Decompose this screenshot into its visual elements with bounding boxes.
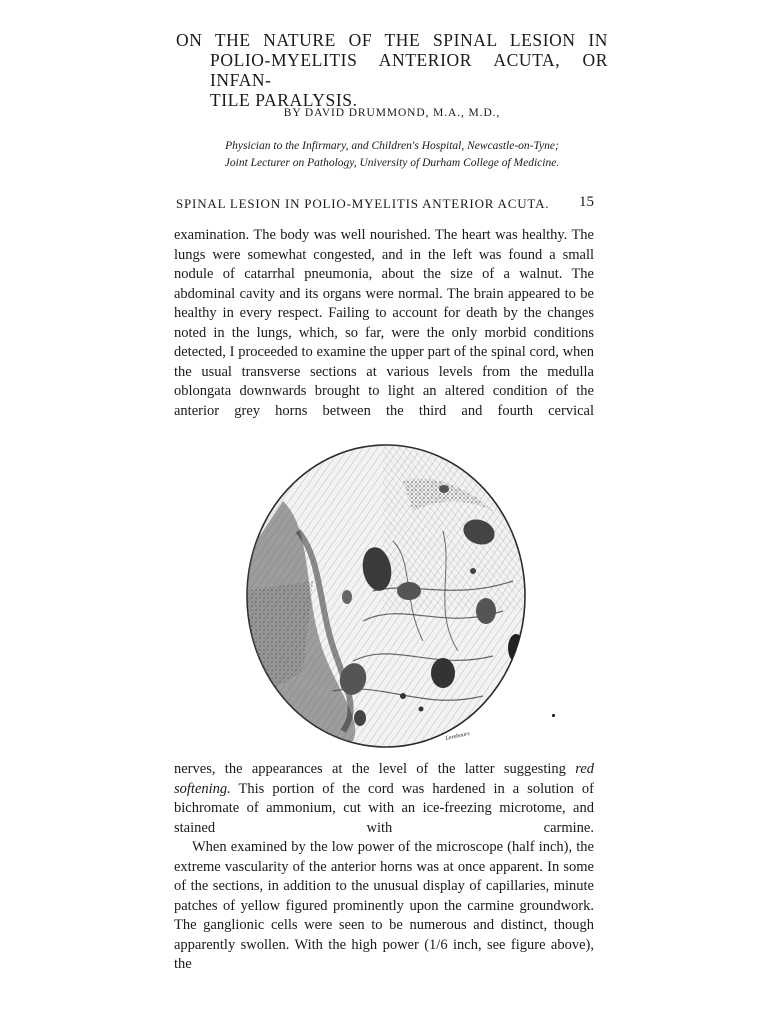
running-head [176, 196, 594, 212]
page-number: 15 [579, 194, 594, 210]
body-text-upper [174, 226, 594, 421]
author-byline: BY DAVID DRUMMOND, M.A., M.D., [283, 107, 501, 119]
microscope-figure [243, 441, 529, 749]
body-text-lower [174, 760, 594, 975]
paragraph-lower-2: When examined by the low power of the microscope (half inch), the extreme vascularity of the anterior horns was at once apparent. In some of the sections, in addition to the unusual display of capillaries, minute patches of yellow figured prominently upon the carmine groundwork. The ganglionic cells were seen to be numerous and distinct, though apparently swollen. With the high power (1/6 inch, see figure above), the [174, 839, 594, 972]
spinal-cord-section-illustration [243, 441, 529, 749]
paragraph-lower-1 [174, 760, 594, 838]
affiliation-line-1: Physician to the Infirmary, and Children's Hospital, Newcastle-on-Tyne; [225, 140, 559, 152]
paragraph-lower-1-start: nerves, the appearances at the level of the latter suggesting [174, 761, 566, 777]
running-head-title: SPINAL LESION IN POLIO-MYELITIS ANTERIOR ACUTA. [176, 196, 550, 211]
paragraph-lower-1-end: This portion of the cord was hardened in a solution of bichromate of ammonium, cut with an ice-freezing microtome, and stained with carmine. [174, 780, 594, 836]
tissue-texture [243, 441, 529, 749]
title-line-2: POLIO-MYELITIS ANTERIOR ACUTA, OR INFAN- [210, 50, 608, 90]
figure-signature: Lerebours [445, 731, 471, 742]
author-affiliation [176, 138, 608, 172]
italic-term: red softening. [174, 761, 595, 797]
title-line-3: TILE PARALYSIS. [210, 90, 358, 110]
title-line-1: ON THE NATURE OF THE SPINAL LESION IN [176, 30, 608, 50]
article-title [176, 30, 608, 110]
paragraph-upper: examination. The body was well nourished. The heart was healthy. The lungs were somewhat congested, and in the left was found a small nodule of catarrhal pneumonia, about the size of a walnut. The abdominal cavity and its organs were normal. The brain appeared to be healthy in every respect. Failing to account for death by the changes noted in the lungs, which, so far, were the only morbid conditions detected, I proceeded to examine the upper part of the spinal cord, when the usual transverse sections at various levels from the medulla oblongata downwards brought to light an altered condition of the anterior grey horns between the third and fourth cervical [174, 227, 594, 419]
stray-mark [552, 714, 555, 717]
affiliation-line-2: Joint Lecturer on Pathology, University of Durham College of Medicine. [224, 157, 560, 169]
